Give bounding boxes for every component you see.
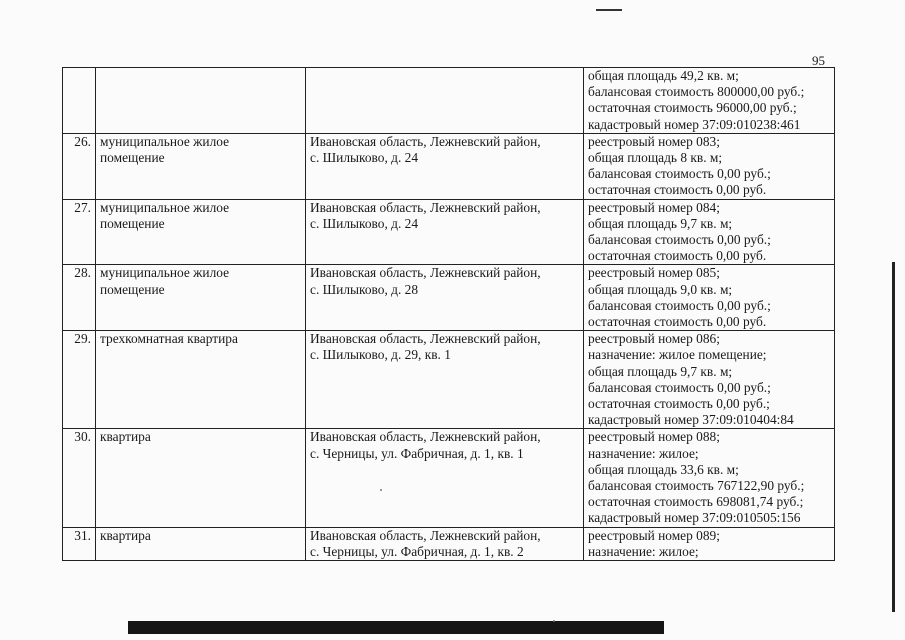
characteristic-line: реестровый номер 085; [588, 265, 720, 281]
object-name-cell [96, 199, 306, 265]
characteristics-cell [584, 265, 835, 331]
table-row [63, 199, 835, 265]
address-line: Ивановская область, Лежневский район, [310, 527, 541, 543]
scan-edge-shadow [892, 262, 895, 612]
characteristic-line: балансовая стоимость 0,00 руб.; [588, 232, 771, 248]
row-number-cell: 27. [63, 199, 96, 265]
object-name-line: помещение [100, 150, 165, 166]
object-name-line: муниципальное жилое [100, 199, 230, 215]
characteristics-cell [584, 527, 835, 560]
address-line: Ивановская область, Лежневский район, [310, 429, 541, 445]
scan-top-mark [596, 9, 622, 11]
characteristic-line: реестровый номер 088; [588, 429, 720, 445]
characteristic-line: остаточная стоимость 0,00 руб. [588, 314, 767, 330]
characteristic-line: реестровый номер 089; [588, 527, 720, 543]
address-cell [306, 331, 584, 429]
address-cell [306, 133, 584, 199]
characteristic-line: остаточная стоимость 698081,74 руб.; [588, 494, 804, 510]
table-row [63, 429, 835, 527]
characteristic-line: кадастровый номер 37:09:010238:461 [588, 116, 801, 132]
characteristic-line: реестровый номер 084; [588, 199, 720, 215]
row-number-cell: 31. [63, 527, 96, 560]
table-row [63, 527, 835, 560]
characteristic-line: кадастровый номер 37:09:010404:84 [588, 412, 794, 428]
characteristic-line: назначение: жилое помещение; [588, 347, 767, 363]
characteristic-line: назначение: жилое; [588, 543, 699, 559]
property-registry-table [62, 67, 835, 561]
characteristic-line: реестровый номер 086; [588, 331, 720, 347]
row-number-cell: 29. [63, 331, 96, 429]
object-name-line: трехкомнатная квартира [100, 331, 238, 347]
object-name-line: муниципальное жилое [100, 133, 230, 149]
scan-speck [553, 620, 555, 622]
characteristic-line: балансовая стоимость 767122,90 руб.; [588, 478, 805, 494]
address-line: Ивановская область, Лежневский район, [310, 331, 541, 347]
characteristic-line: остаточная стоимость 0,00 руб. [588, 248, 767, 264]
row-number-cell: 30. [63, 429, 96, 527]
characteristic-line: остаточная стоимость 96000,00 руб.; [588, 100, 797, 116]
object-name-cell [96, 527, 306, 560]
address-line: с. Шилыково, д. 24 [310, 215, 419, 231]
address-line: Ивановская область, Лежневский район, [310, 133, 541, 149]
characteristic-line: общая площадь 9,0 кв. м; [588, 281, 733, 297]
object-name-cell [96, 429, 306, 527]
object-name-cell [96, 133, 306, 199]
characteristic-line: общая площадь 8 кв. м; [588, 150, 723, 166]
object-name-line: помещение [100, 215, 165, 231]
characteristic-line: назначение: жилое; [588, 445, 699, 461]
address-line: с. Шилыково, д. 29, кв. 1 [310, 347, 451, 363]
characteristic-line: общая площадь 49,2 кв. м; [588, 68, 739, 83]
table-row [63, 265, 835, 331]
characteristics-cell [584, 133, 835, 199]
object-name-cell [96, 265, 306, 331]
scan-bottom-shadow [128, 621, 664, 634]
characteristic-line: кадастровый номер 37:09:010505:156 [588, 510, 801, 526]
table-row [63, 68, 835, 134]
row-number-cell: 26. [63, 133, 96, 199]
object-name-line: квартира [100, 527, 151, 543]
address-cell [306, 429, 584, 527]
characteristic-line: общая площадь 9,7 кв. м; [588, 363, 733, 379]
address-cell [306, 199, 584, 265]
address-line: Ивановская область, Лежневский район, [310, 265, 541, 281]
address-line: с. Шилыково, д. 24 [310, 150, 419, 166]
object-name-cell [96, 68, 306, 134]
address-line: с. Шилыково, д. 28 [310, 281, 419, 297]
characteristics-cell [584, 331, 835, 429]
characteristics-cell [584, 429, 835, 527]
characteristics-cell [584, 68, 835, 134]
address-line: с. Черницы, ул. Фабричная, д. 1, кв. 1 [310, 445, 524, 461]
address-cell [306, 265, 584, 331]
characteristic-line: реестровый номер 083; [588, 133, 720, 149]
address-cell [306, 68, 584, 134]
object-name-cell [96, 331, 306, 429]
object-name-line: квартира [100, 429, 151, 445]
object-name-line: помещение [100, 281, 165, 297]
characteristic-line: остаточная стоимость 0,00 руб.; [588, 396, 770, 412]
scan-speck [380, 489, 382, 491]
object-name-line: муниципальное жилое [100, 265, 230, 281]
characteristic-line: балансовая стоимость 0,00 руб.; [588, 379, 771, 395]
address-line: Ивановская область, Лежневский район, [310, 199, 541, 215]
characteristic-line: остаточная стоимость 0,00 руб. [588, 182, 767, 198]
table-body [63, 68, 835, 561]
characteristic-line: балансовая стоимость 0,00 руб.; [588, 166, 771, 182]
row-number-cell [63, 68, 96, 134]
page-number: 95 [812, 53, 825, 68]
characteristic-line: балансовая стоимость 800000,00 руб.; [588, 84, 805, 100]
characteristic-line: общая площадь 33,6 кв. м; [588, 461, 739, 477]
address-line: с. Черницы, ул. Фабричная, д. 1, кв. 2 [310, 543, 524, 559]
table-row [63, 133, 835, 199]
row-number-cell: 28. [63, 265, 96, 331]
characteristics-cell [584, 199, 835, 265]
address-cell [306, 527, 584, 560]
characteristic-line: балансовая стоимость 0,00 руб.; [588, 297, 771, 313]
table-row [63, 331, 835, 429]
characteristic-line: общая площадь 9,7 кв. м; [588, 215, 733, 231]
